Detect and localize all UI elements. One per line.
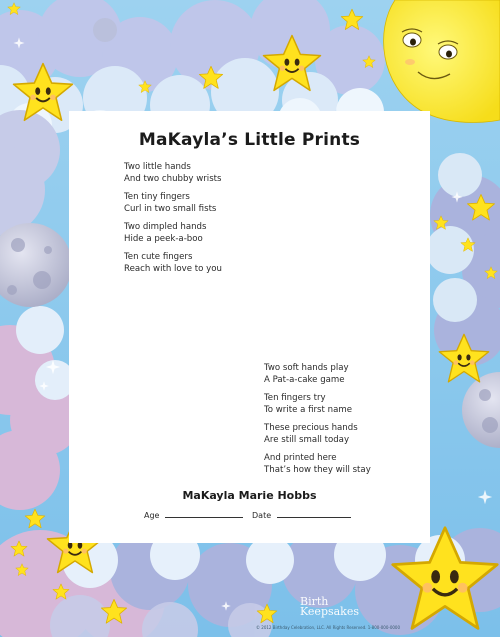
child-name: MaKayla Marie Hobbs xyxy=(182,489,317,502)
brand-line-2: Keepsakes xyxy=(300,605,360,618)
poem-line: And two chubby wrists xyxy=(124,174,222,184)
poem-line: To write a first name xyxy=(264,405,353,415)
poem-line: Hide a peek-a-boo xyxy=(124,234,203,244)
poem-line: Two little hands xyxy=(124,162,191,172)
date-line xyxy=(277,509,351,518)
date-field xyxy=(252,509,351,520)
poem-right-column xyxy=(264,362,371,482)
date-label: Date xyxy=(252,511,272,520)
poem-line: Ten cute fingers xyxy=(124,252,193,262)
poem-stanza xyxy=(264,422,371,446)
poem-line: Ten fingers try xyxy=(264,393,326,403)
copyright-text: © 2012 Birthday Celebration, LLC. All Rights Reserved. 1-800-000-0000 xyxy=(256,625,401,630)
poem-line: Reach with love to you xyxy=(124,264,222,274)
poem-line: Are still small today xyxy=(264,435,350,445)
poem-line: Two dimpled hands xyxy=(124,222,207,232)
poem-line: That’s how they will stay xyxy=(264,465,371,475)
poem-stanza xyxy=(124,251,222,275)
poem-stanza xyxy=(264,452,371,476)
age-field xyxy=(144,509,243,520)
poem-line: Two soft hands play xyxy=(264,363,349,373)
poem-stanza xyxy=(264,362,371,386)
page-title: MaKayla’s Little Prints xyxy=(138,130,361,150)
poem-left-column xyxy=(124,161,222,281)
poem-stanza xyxy=(124,191,222,215)
age-line xyxy=(165,509,243,518)
brand-logo xyxy=(300,597,359,617)
poem-line: Curl in two small fists xyxy=(124,204,217,214)
poem-line: And printed here xyxy=(264,453,337,463)
poem-line: These precious hands xyxy=(264,423,358,433)
poem-stanza xyxy=(264,392,371,416)
age-label: Age xyxy=(144,511,160,520)
poem-stanza xyxy=(124,221,222,245)
brand-line-1: Birth xyxy=(300,595,329,608)
poem-line: A Pat-a-cake game xyxy=(264,375,345,385)
poem-stanza xyxy=(124,161,222,185)
poem-line: Ten tiny fingers xyxy=(124,192,190,202)
